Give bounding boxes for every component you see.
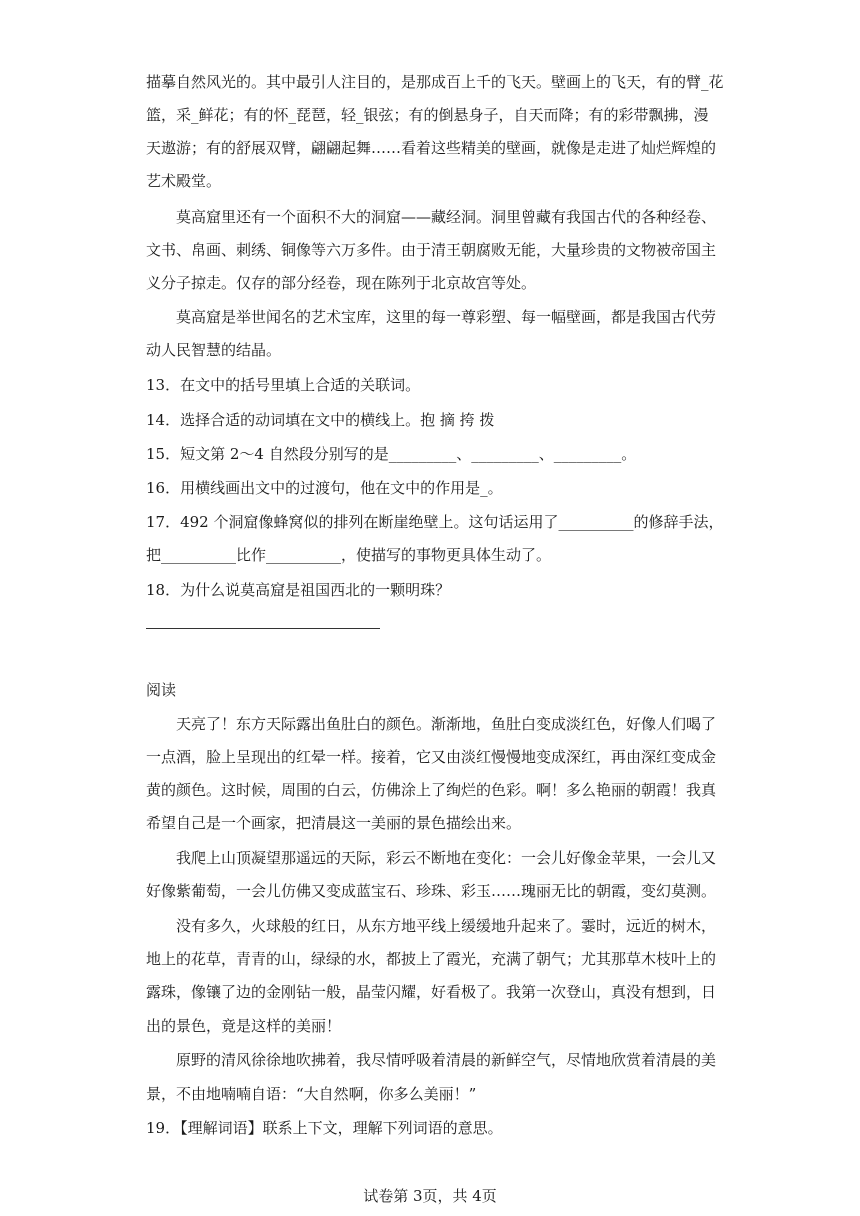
passage2-line: 一点酒，脸上呈现出的红晕一样。接着，它又由淡红慢慢地变成深红，再由深红变成金 bbox=[146, 748, 717, 766]
passage2-line: 地上的花草，青青的山，绿绿的水，都披上了霞光，充满了朝气；尤其那草木枝叶上的 bbox=[146, 950, 717, 968]
passage2-line: 原野的清风徐徐地吹拂着，我尽情呼吸着清晨的新鲜空气，尽情地欣赏着清晨的美 bbox=[176, 1051, 717, 1069]
question-19: 19．【理解词语】联系上下文，理解下列词语的意思。 bbox=[146, 1119, 503, 1137]
passage2-line: 出的景色，竟是这样的美丽！ bbox=[146, 1017, 342, 1035]
answer-line bbox=[146, 628, 380, 629]
section-title: 阅读 bbox=[146, 681, 177, 699]
passage1-line: 描摹自然风光的。其中最引人注目的，是那成百上千的飞天。壁画上的飞天，有的臂_花 bbox=[146, 73, 724, 91]
passage1-line: 篮，采_鲜花；有的怀_琵琶，轻_银弦；有的倒悬身子，自天而降；有的彩带飘拂，漫 bbox=[146, 106, 709, 124]
passage2-line: 景，不由地喃喃自语：“大自然啊，你多么美丽！” bbox=[146, 1085, 477, 1103]
passage1-line: 艺术殿堂。 bbox=[146, 172, 222, 190]
passage1-line: 义分子掠走。仅存的部分经卷，现在陈列于北京故宫等处。 bbox=[146, 274, 537, 292]
question-17: 17．492 个洞窟像蜂窝似的排列在断崖绝壁上。这句话运用了__________的修辞手法， bbox=[146, 513, 724, 531]
question-13: 13．在文中的括号里填上合适的关联词。 bbox=[146, 376, 421, 394]
passage1-line: 文书、帛画、刺绣、铜像等六万多件。由于清王朝腐败无能，大量珍贵的文物被帝国主 bbox=[146, 241, 717, 259]
passage1-line: 动人民智慧的结晶。 bbox=[146, 341, 282, 359]
passage2-line: 没有多久，火球般的红日，从东方地平线上缓缓地升起来了。霎时，远近的树木， bbox=[176, 917, 717, 935]
passage2-line: 露珠，像镶了边的金刚钻一般，晶莹闪耀，好看极了。我第一次登山，真没有想到，日 bbox=[146, 983, 717, 1001]
passage2-line: 黄的颜色。这时候，周围的白云，仿佛涂上了绚烂的色彩。啊！多么艳丽的朝霞！我真 bbox=[146, 781, 717, 799]
question-15: 15．短文第 2～4 自然段分别写的是_________、_________、_________。 bbox=[146, 445, 637, 463]
passage2-line: 好像紫葡萄，一会儿仿佛又变成蓝宝石、珍珠、彩玉……瑰丽无比的朝霞，变幻莫测。 bbox=[146, 882, 717, 900]
passage2-line: 天亮了！东方天际露出鱼肚白的颜色。渐渐地，鱼肚白变成淡红色，好像人们喝了 bbox=[176, 715, 717, 733]
passage2-line: 希望自己是一个画家，把清晨这一美丽的景色描绘出来。 bbox=[146, 814, 522, 832]
question-18: 18．为什么说莫高窟是祖国西北的一颗明珠？ bbox=[146, 581, 451, 599]
passage2-line: 我爬上山顶凝望那遥远的天际，彩云不断地在变化：一会儿好像金苹果，一会儿又 bbox=[176, 849, 717, 867]
passage1-line: 天遨游；有的舒展双臂，翩翩起舞……看着这些精美的壁画，就像是走进了灿烂辉煌的 bbox=[146, 139, 717, 157]
question-14: 14．选择合适的动词填在文中的横线上。抱 摘 挎 拨 bbox=[146, 411, 495, 429]
passage1-line: 莫高窟是举世闻名的艺术宝库，这里的每一尊彩塑、每一幅壁画，都是我国古代劳 bbox=[176, 308, 717, 326]
passage1-line: 莫高窟里还有一个面积不大的洞窟——藏经洞。洞里曾藏有我国古代的各种经卷、 bbox=[176, 208, 717, 226]
question-16: 16．用横线画出文中的过渡句，他在文中的作用是_。 bbox=[146, 479, 503, 497]
page-footer: 试卷第 3页，共 4页 bbox=[363, 1187, 497, 1205]
question-17-cont: 把__________比作__________，使描写的事物更具体生动了。 bbox=[146, 546, 552, 564]
